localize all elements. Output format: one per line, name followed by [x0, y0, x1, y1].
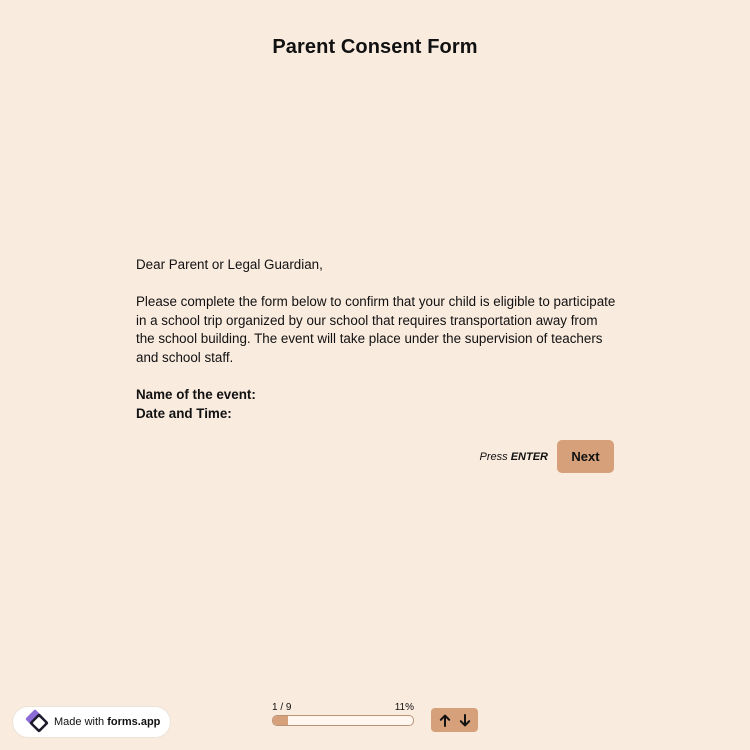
- arrow-up-icon: [439, 714, 451, 727]
- intro-body-text: Please complete the form below to confirm that your child is eligible to participate in a school trip organized by our school that requires transportation away from the school building. The event will take place under the supervision of teachers and school staff.: [136, 294, 616, 365]
- previous-question-button[interactable]: [435, 710, 455, 730]
- event-name-label: Name of the event:: [136, 387, 256, 403]
- progress-step: 1 / 9: [272, 702, 292, 713]
- question-navigation: [431, 708, 478, 732]
- arrow-down-icon: [459, 714, 471, 727]
- progress-track: [272, 715, 414, 726]
- progress-percent: 11%: [394, 702, 414, 713]
- made-with-forms-app-badge[interactable]: [13, 707, 170, 737]
- badge-brand: forms.app: [107, 716, 161, 728]
- progress-fill: [273, 716, 288, 725]
- press-hint-key: ENTER: [510, 450, 548, 463]
- action-row: [136, 440, 614, 473]
- press-hint-prefix: Press: [479, 450, 508, 463]
- press-enter-hint: [480, 451, 548, 463]
- next-question-button[interactable]: [455, 710, 475, 730]
- form-intro: [136, 256, 616, 423]
- progress-indicator: [272, 702, 414, 726]
- badge-prefix: Made with: [54, 716, 105, 728]
- greeting-text: Dear Parent or Legal Guardian,: [136, 257, 323, 272]
- date-time-label: Date and Time:: [136, 405, 232, 421]
- next-button[interactable]: Next: [557, 440, 614, 473]
- forms-app-logo-icon: [20, 709, 50, 735]
- page-title: Parent Consent Form: [272, 36, 478, 58]
